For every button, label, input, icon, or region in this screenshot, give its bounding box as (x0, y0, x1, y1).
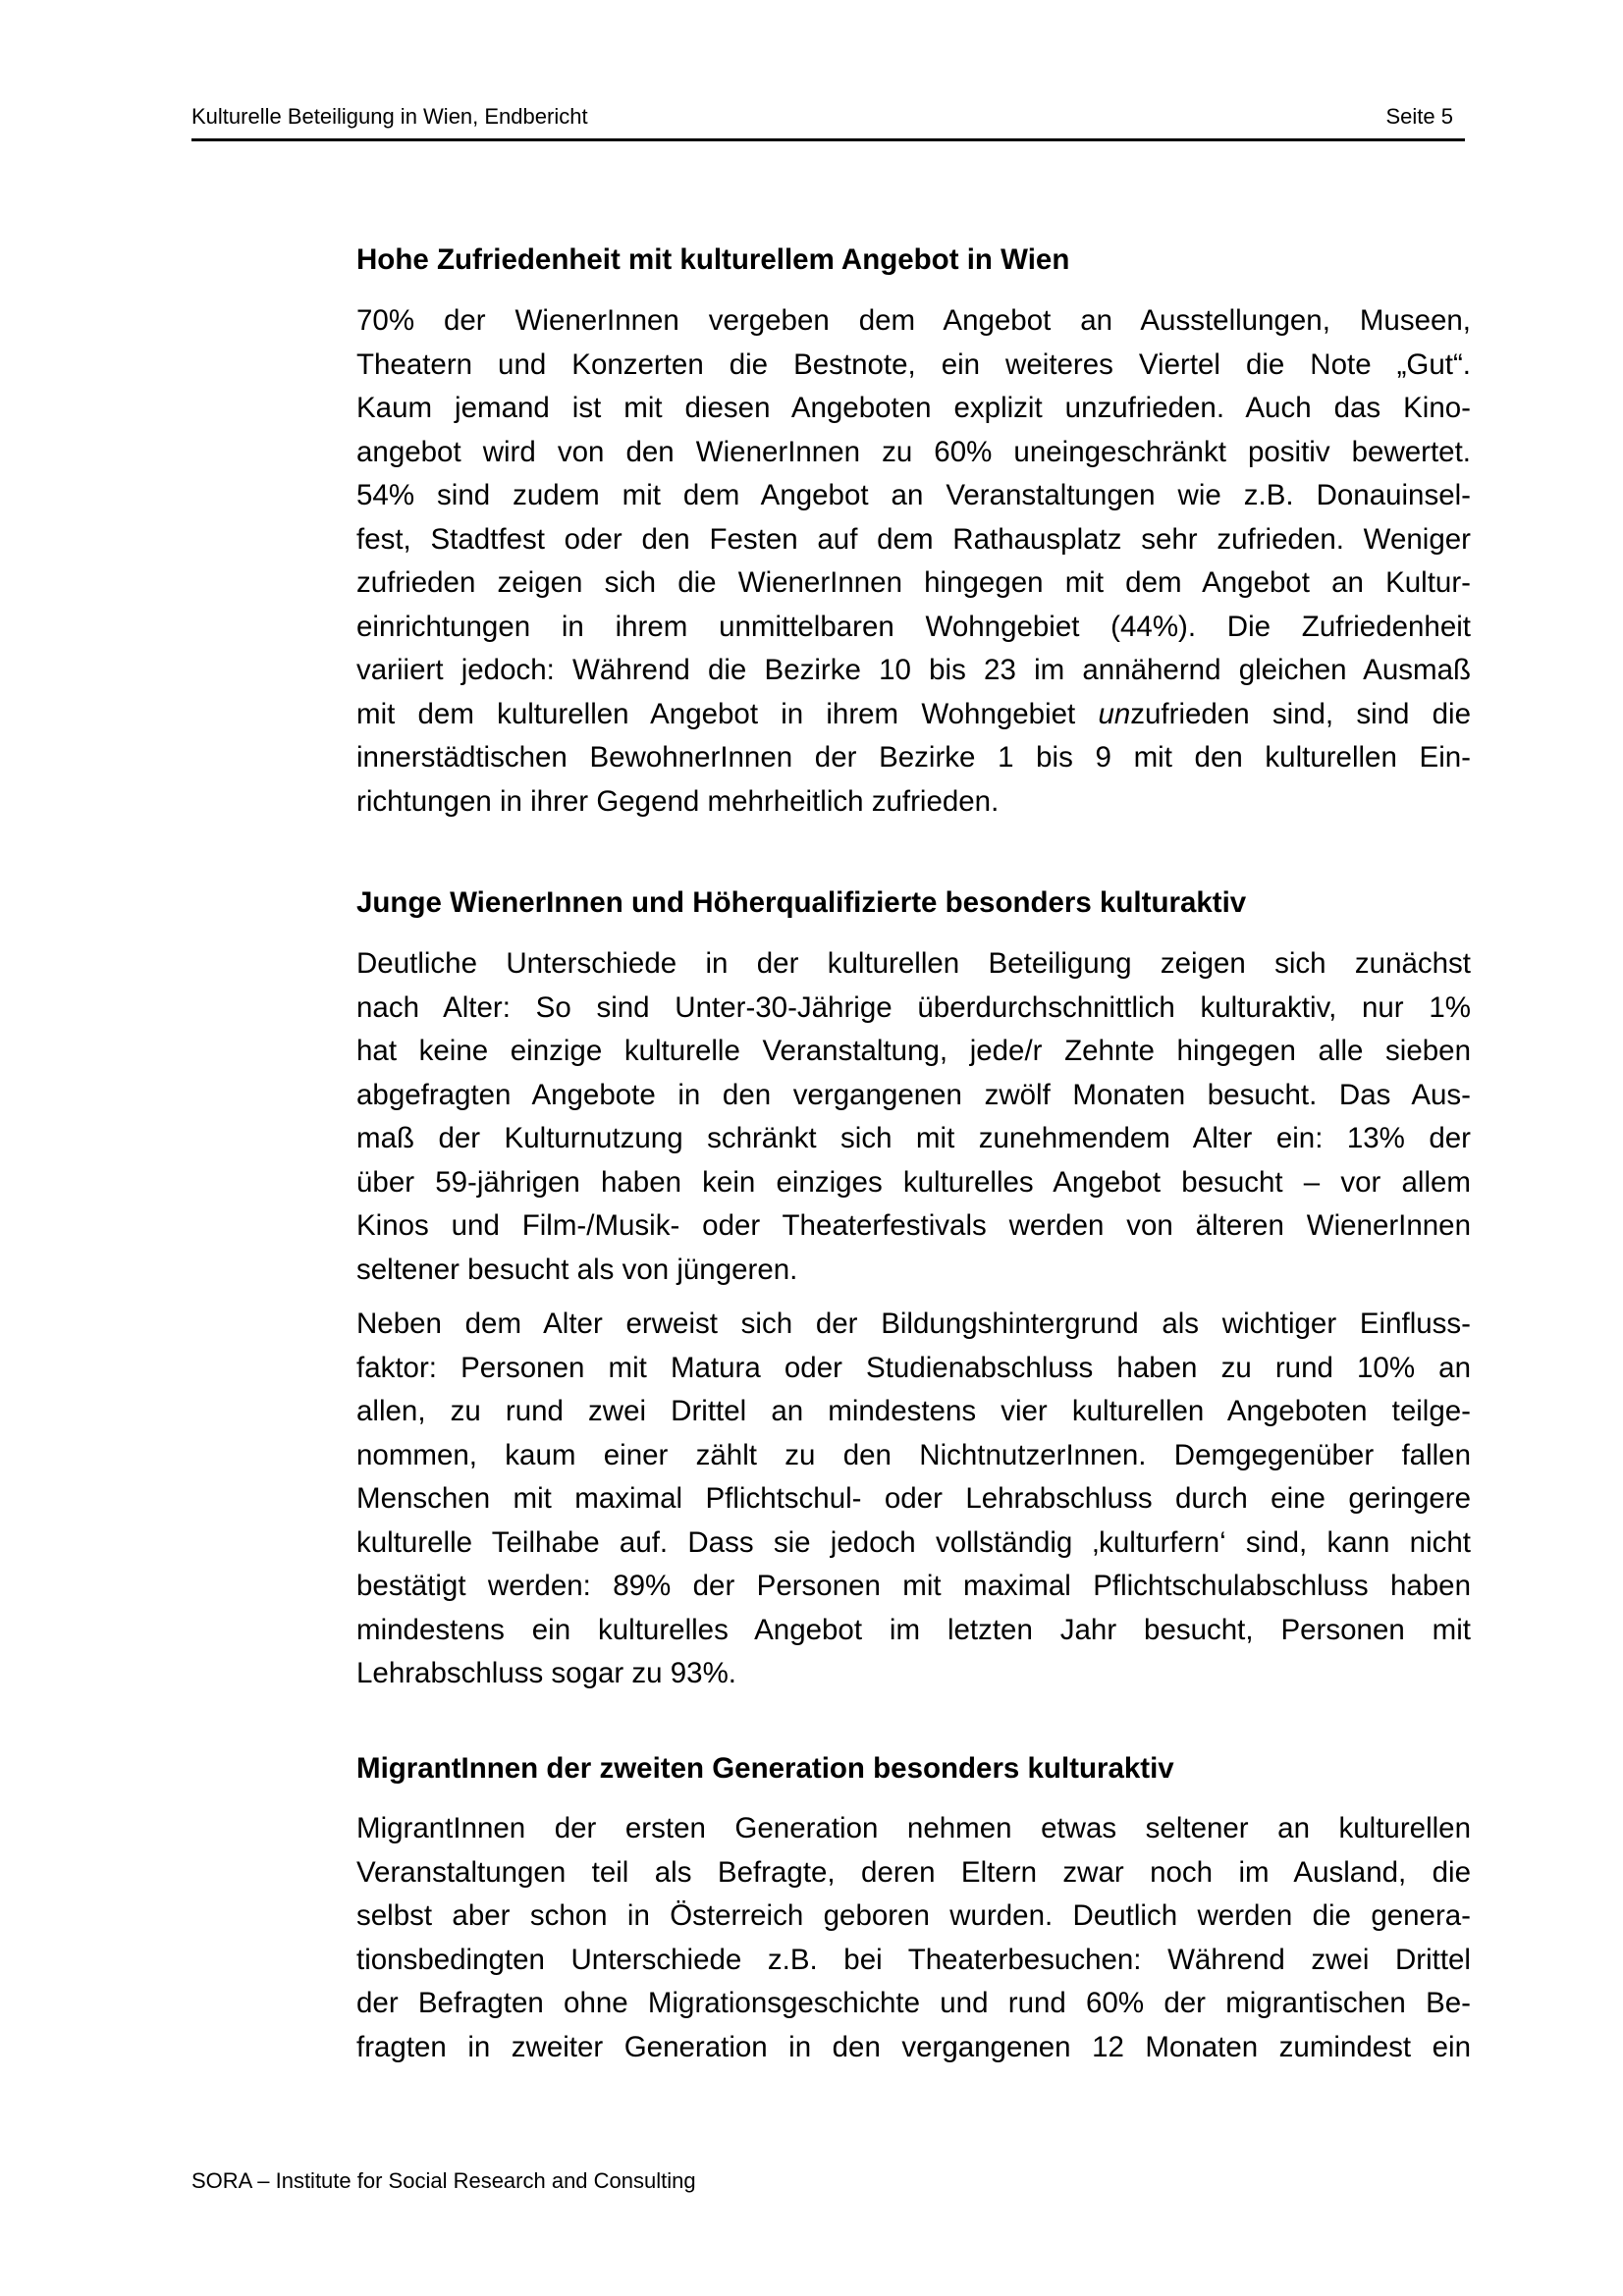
page-footer: SORA – Institute for Social Research and Consulting (191, 2168, 696, 2193)
text-line: zufrieden zeigen sich die WienerInnen hingegen mit dem Angebot an Kultur- (356, 566, 1471, 599)
text-line: richtungen in ihrer Gegend mehrheitlich zufrieden. (356, 784, 1000, 818)
section-heading-satisfaction: Hohe Zufriedenheit mit kulturellem Angebot in Wien (356, 243, 1070, 276)
text-line: nommen, kaum einer zählt zu den NichtnutzerInnen. Demgegenüber fallen (356, 1438, 1471, 1471)
text-line: fragten in zweiter Generation in den vergangenen 12 Monaten zumindest ein (356, 2030, 1471, 2063)
page-number: Seite 5 (1385, 104, 1453, 129)
text-line: Kinos und Film-/Musik- oder Theaterfestivals werden von älteren WienerInnen (356, 1209, 1471, 1242)
text-line: nach Alter: So sind Unter-30-Jährige überdurchschnittlich kulturaktiv, nur 1% (356, 990, 1471, 1024)
text-line: seltener besucht als von jüngeren. (356, 1253, 798, 1286)
text-segment: zufrieden sind, sind die (1130, 697, 1471, 730)
section-heading-young-educated: Junge WienerInnen und Höherqualifizierte besonders kulturaktiv (356, 886, 1247, 919)
text-line: faktor: Personen mit Matura oder Studienabschluss haben zu rund 10% an (356, 1351, 1471, 1384)
page-header (191, 102, 1465, 141)
text-line: Lehrabschluss sogar zu 93%. (356, 1657, 737, 1689)
section-heading-migrants: MigrantInnen der zweiten Generation besonders kulturaktiv (356, 1752, 1174, 1785)
text-line: hat keine einzige kulturelle Veranstaltung, jede/r Zehnte hingegen alle sieben (356, 1035, 1471, 1067)
text-line: Deutliche Unterschiede in der kulturellen Beteiligung zeigen sich zunächst (356, 947, 1471, 980)
text-line: MigrantInnen der ersten Generation nehmen etwas seltener an kulturellen (356, 1812, 1471, 1844)
paragraph-education (356, 1303, 1471, 1696)
document-title: Kulturelle Beteiligung in Wien, Endbericht (191, 104, 588, 129)
text-line: einrichtungen in ihrem unmittelbaren Wohngebiet (44%). Die Zufriedenheit (356, 610, 1471, 643)
text-line: 70% der WienerInnen vergeben dem Angebot an Ausstellungen, Museen, (356, 304, 1471, 337)
text-line-with-emphasis (356, 693, 1471, 737)
text-line: mindestens ein kulturelles Angebot im letzten Jahr besucht, Personen mit (356, 1613, 1471, 1646)
text-line: über 59-jährigen haben kein einziges kulturelles Angebot besucht – vor allem (356, 1165, 1471, 1199)
emphasis-un: un (1098, 697, 1131, 730)
text-segment: mit dem kulturellen Angebot in ihrem Wohngebiet (356, 697, 1099, 730)
text-line: bestätigt werden: 89% der Personen mit maximal Pflichtschulabschluss haben (356, 1570, 1471, 1602)
paragraph-age (356, 942, 1471, 1292)
text-line: selbst aber schon in Österreich geboren wurden. Deutlich werden die genera- (356, 1899, 1471, 1932)
text-line: tionsbedingten Unterschiede z.B. bei Theaterbesuchen: Während zwei Drittel (356, 1943, 1471, 1976)
text-line: kulturelle Teilhabe auf. Dass sie jedoch vollständig ‚kulturfern‘ sind, kann nicht (356, 1525, 1471, 1559)
text-line: 54% sind zudem mit dem Angebot an Veranstaltungen wie z.B. Donauinsel- (356, 479, 1471, 511)
header-divider (191, 138, 1465, 141)
text-line: Theatern und Konzerten die Bestnote, ein weiteres Viertel die Note „Gut“. (356, 347, 1471, 381)
text-line: innerstädtischen BewohnerInnen der Bezirke 1 bis 9 mit den kulturellen Ein- (356, 741, 1471, 774)
text-line: Menschen mit maximal Pflichtschul- oder Lehrabschluss durch eine geringere (356, 1482, 1471, 1515)
text-line: angebot wird von den WienerInnen zu 60% uneingeschränkt positiv bewertet. (356, 435, 1471, 468)
text-line: Veranstaltungen teil als Befragte, deren Eltern zwar noch im Ausland, die (356, 1855, 1471, 1889)
text-line: Neben dem Alter erweist sich der Bildungshintergrund als wichtiger Einfluss- (356, 1308, 1471, 1340)
text-line: der Befragten ohne Migrationsgeschichte und rund 60% der migrantischen Be- (356, 1987, 1471, 2019)
text-line: Kaum jemand ist mit diesen Angeboten explizit unzufrieden. Auch das Kino- (356, 392, 1471, 424)
paragraph-satisfaction (356, 299, 1471, 824)
text-line: variiert jedoch: Während die Bezirke 10 bis 23 im annähernd gleichen Ausmaß (356, 654, 1471, 686)
text-line: fest, Stadtfest oder den Festen auf dem Rathausplatz sehr zufrieden. Weniger (356, 522, 1471, 556)
text-line: abgefragten Angebote in den vergangenen zwölf Monaten besucht. Das Aus- (356, 1078, 1471, 1111)
text-line: allen, zu rund zwei Drittel an mindestens vier kulturellen Angeboten teilge- (356, 1395, 1471, 1427)
text-line: maß der Kulturnutzung schränkt sich mit zunehmendem Alter ein: 13% der (356, 1122, 1471, 1154)
paragraph-migrants (356, 1807, 1471, 2069)
